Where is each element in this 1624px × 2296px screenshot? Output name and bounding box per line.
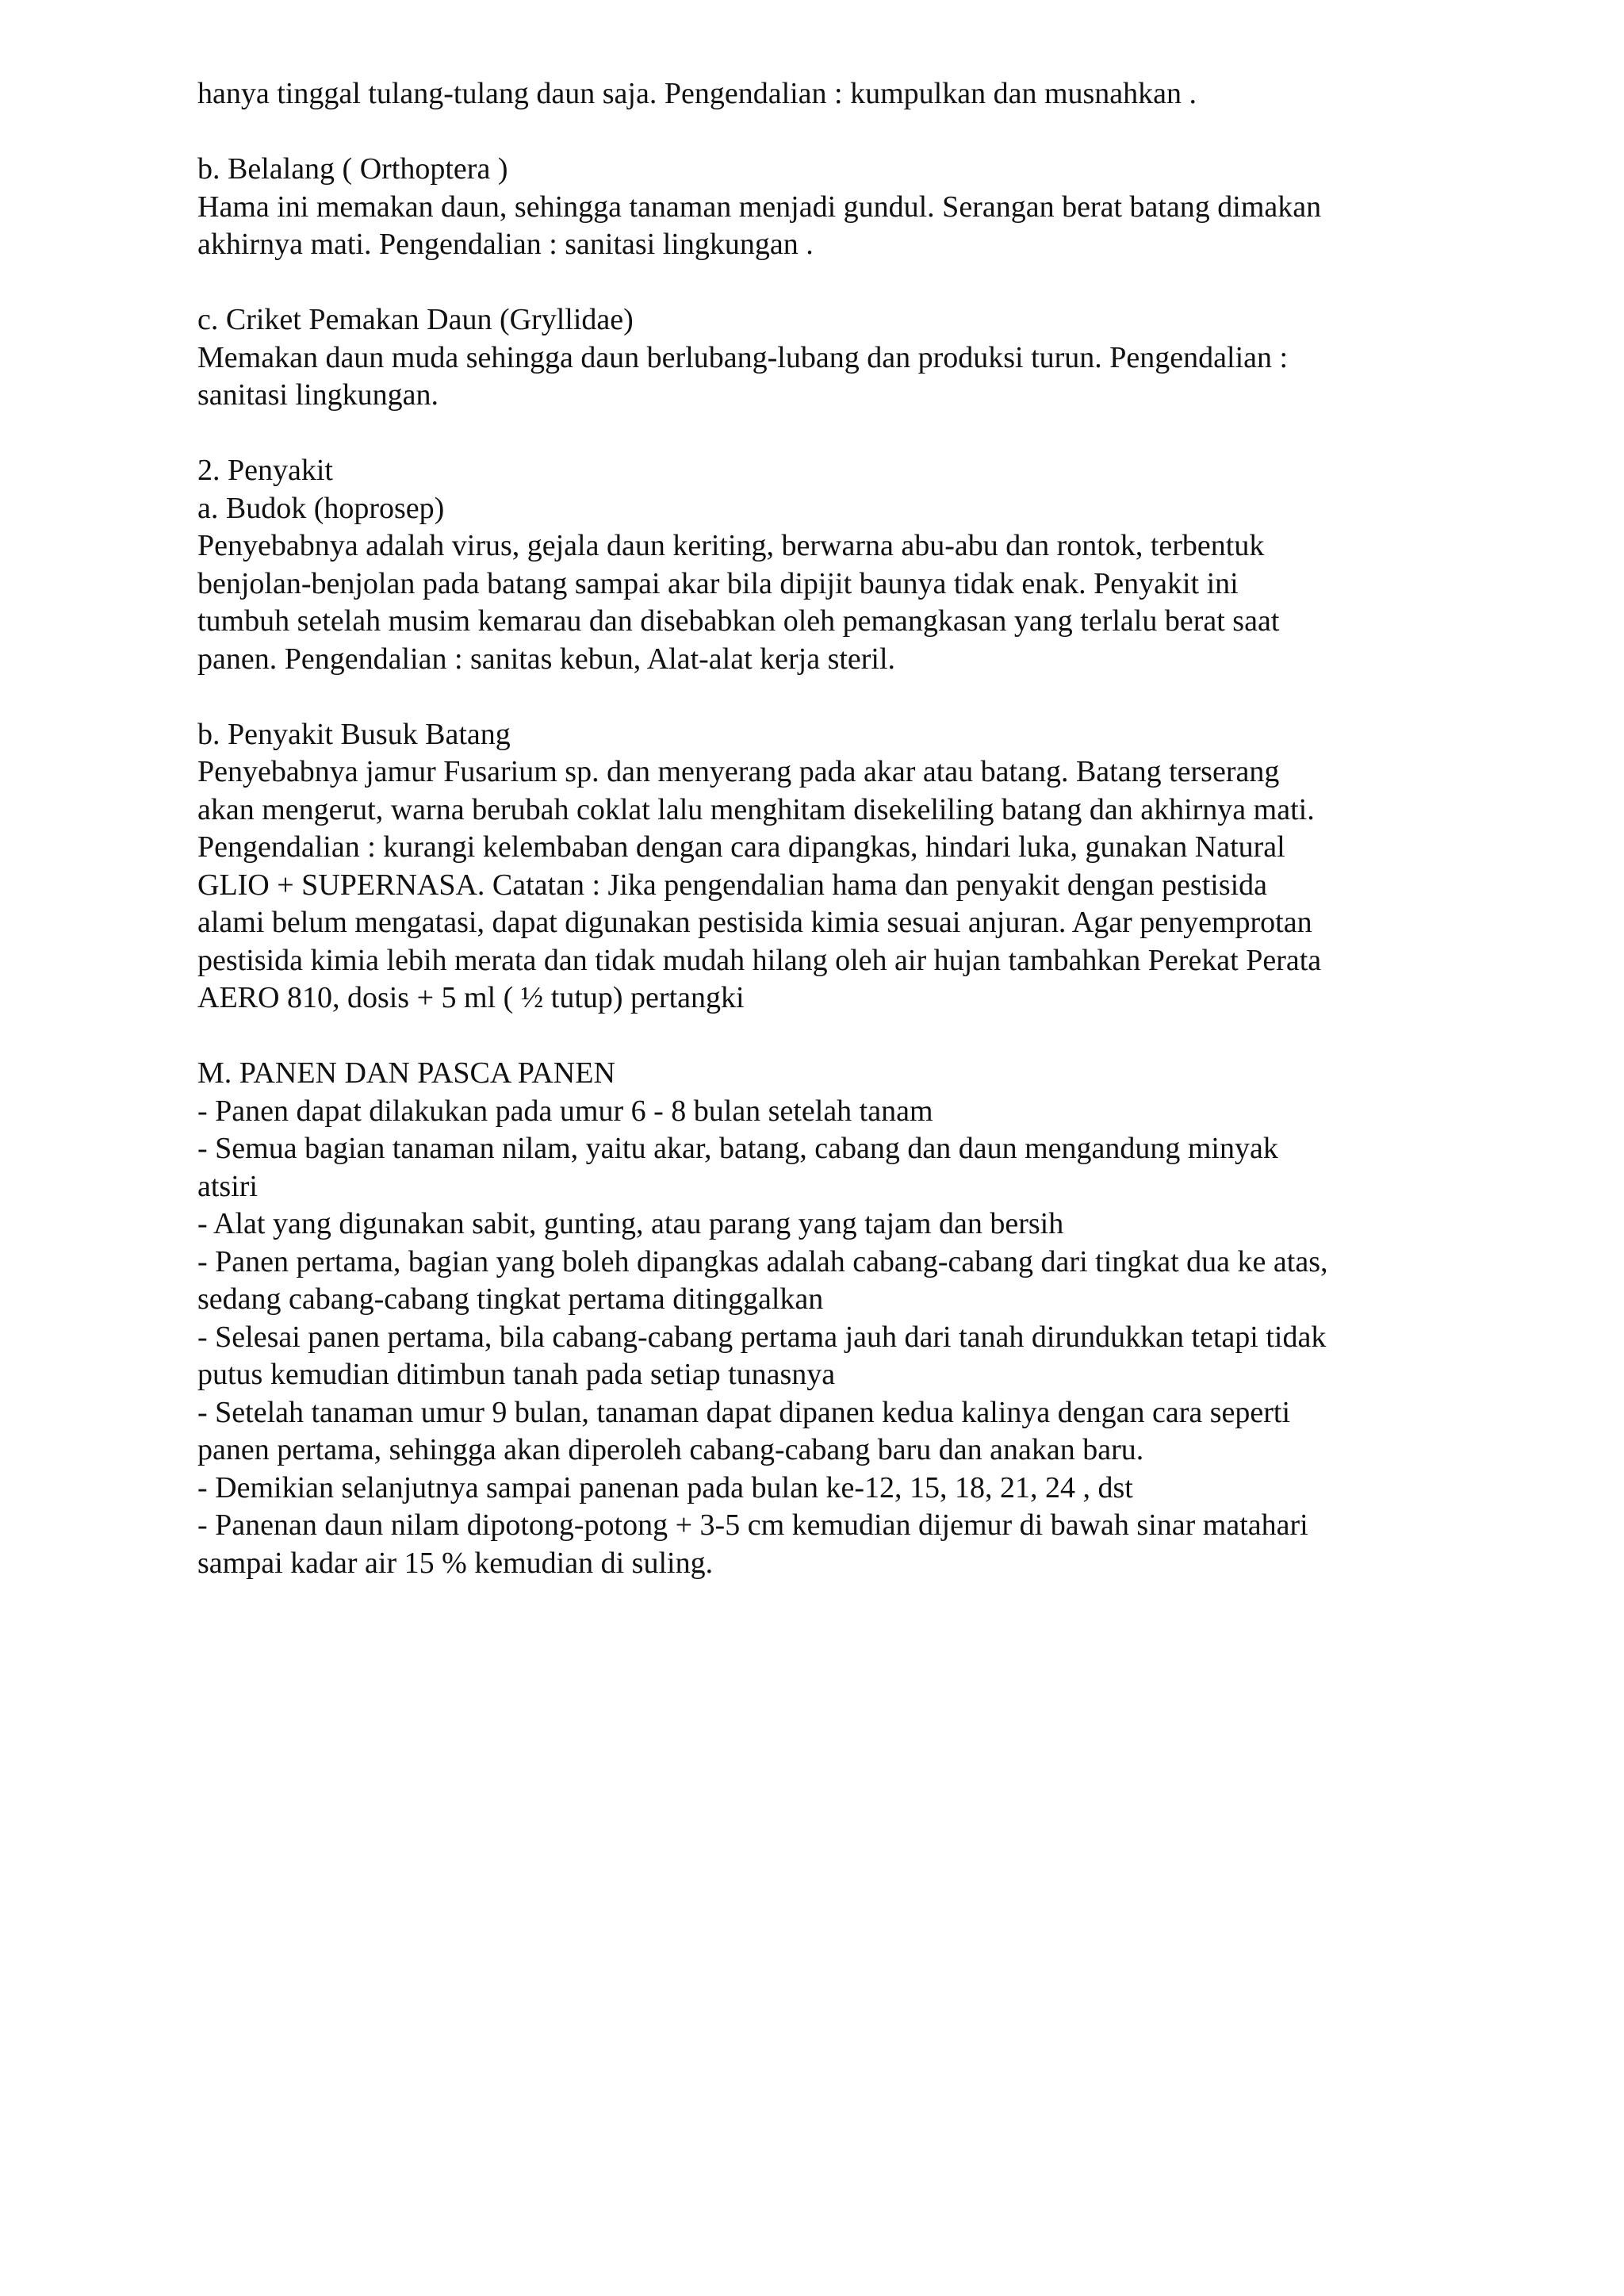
panen-line: - Panen pertama, bagian yang boleh dipangkas adalah cabang-cabang dari tingkat dua ke atas, (197, 1244, 1328, 1278)
busuk-batang-line: AERO 810, dosis + 5 ml ( ½ tutup) pertangki (197, 981, 745, 1014)
busuk-batang-line: Penyebabnya jamur Fusarium sp. dan menyerang pada akar atau batang. Batang terserang (197, 755, 1280, 788)
busuk-batang-line: pestisida kimia lebih merata dan tidak mudah hilang oleh air hujan tambahkan Perekat Perata (197, 943, 1322, 977)
panen-line: - Panen dapat dilakukan pada umur 6 - 8 bulan setelah tanam (197, 1094, 933, 1128)
panen-line: - Demikian selanjutnya sampai panenan pada bulan ke-12, 15, 18, 21, 24 , dst (197, 1470, 1133, 1504)
criket-line: Memakan daun muda sehingga daun berlubang-lubang dan produksi turun. Pengendalian : (197, 340, 1289, 374)
panen-line: atsiri (197, 1169, 258, 1203)
paragraph-gap (197, 264, 1466, 302)
budok-heading: a. Budok (hoprosep) (197, 491, 445, 525)
panen-line: - Semua bagian tanaman nilam, yaitu akar, batang, cabang dan daun mengandung minyak (197, 1132, 1278, 1165)
busuk-batang-line: GLIO + SUPERNASA. Catatan : Jika pengendalian hama dan penyakit dengan pestisida (197, 868, 1268, 902)
budok-line: panen. Pengendalian : sanitas kebun, Alat-alat kerja steril. (197, 642, 896, 676)
panen-line: sedang cabang-cabang tingkat pertama ditinggalkan (197, 1282, 824, 1316)
panen-line: sampai kadar air 15 % kemudian di suling. (197, 1546, 714, 1580)
paragraph-gap (197, 1018, 1466, 1056)
busuk-batang-line: alami belum mengatasi, dapat digunakan pestisida kimia sesuai anjuran. Agar penyemprotan (197, 906, 1312, 939)
busuk-batang-line: Pengendalian : kurangi kelembaban dengan cara dipangkas, hindari luka, gunakan Natural (197, 830, 1285, 864)
panen-line: - Panenan daun nilam dipotong-potong + 3-5 cm kemudian dijemur di bawah sinar matahari (197, 1508, 1308, 1542)
panen-line: - Selesai panen pertama, bila cabang-cabang pertama jauh dari tanah dirundukkan tetapi tidak (197, 1320, 1327, 1354)
busuk-batang-line: akan mengerut, warna berubah coklat lalu menghitam disekeliling batang dan akhirnya mati. (197, 792, 1315, 826)
panen-line: - Setelah tanaman umur 9 bulan, tanaman dapat dipanen kedua kalinya dengan cara seperti (197, 1395, 1291, 1429)
penyakit-heading: 2. Penyakit (197, 454, 333, 487)
criket-heading: c. Criket Pemakan Daun (Gryllidae) (197, 303, 634, 336)
paragraph-gap (197, 113, 1466, 151)
panen-line: panen pertama, sehingga akan diperoleh cabang-cabang baru dan anakan baru. (197, 1433, 1144, 1466)
document-page (197, 75, 1466, 1582)
paragraph-gap (197, 678, 1466, 716)
budok-line: benjolan-benjolan pada batang sampai akar bila dipijit baunya tidak enak. Penyakit ini (197, 566, 1239, 600)
panen-line: - Alat yang digunakan sabit, gunting, atau parang yang tajam dan bersih (197, 1207, 1064, 1240)
busuk-batang-heading: b. Penyakit Busuk Batang (197, 717, 511, 751)
budok-line: tumbuh setelah musim kemarau dan disebabkan oleh pemangkasan yang terlalu berat saat (197, 604, 1280, 638)
belalang-line: Hama ini memakan daun, sehingga tanaman menjadi gundul. Serangan berat batang dimakan (197, 190, 1322, 224)
panen-heading: M. PANEN DAN PASCA PANEN (197, 1056, 615, 1090)
criket-line: sanitasi lingkungan. (197, 378, 439, 412)
belalang-line: akhirnya mati. Pengendalian : sanitasi lingkungan . (197, 228, 814, 261)
budok-line: Penyebabnya adalah virus, gejala daun keriting, berwarna abu-abu dan rontok, terbentuk (197, 529, 1265, 562)
intro-line: hanya tinggal tulang-tulang daun saja. Pengendalian : kumpulkan dan musnahkan . (197, 77, 1197, 110)
paragraph-gap (197, 415, 1466, 453)
panen-line: putus kemudian ditimbun tanah pada setiap tunasnya (197, 1358, 836, 1391)
belalang-heading: b. Belalang ( Orthoptera ) (197, 152, 508, 186)
